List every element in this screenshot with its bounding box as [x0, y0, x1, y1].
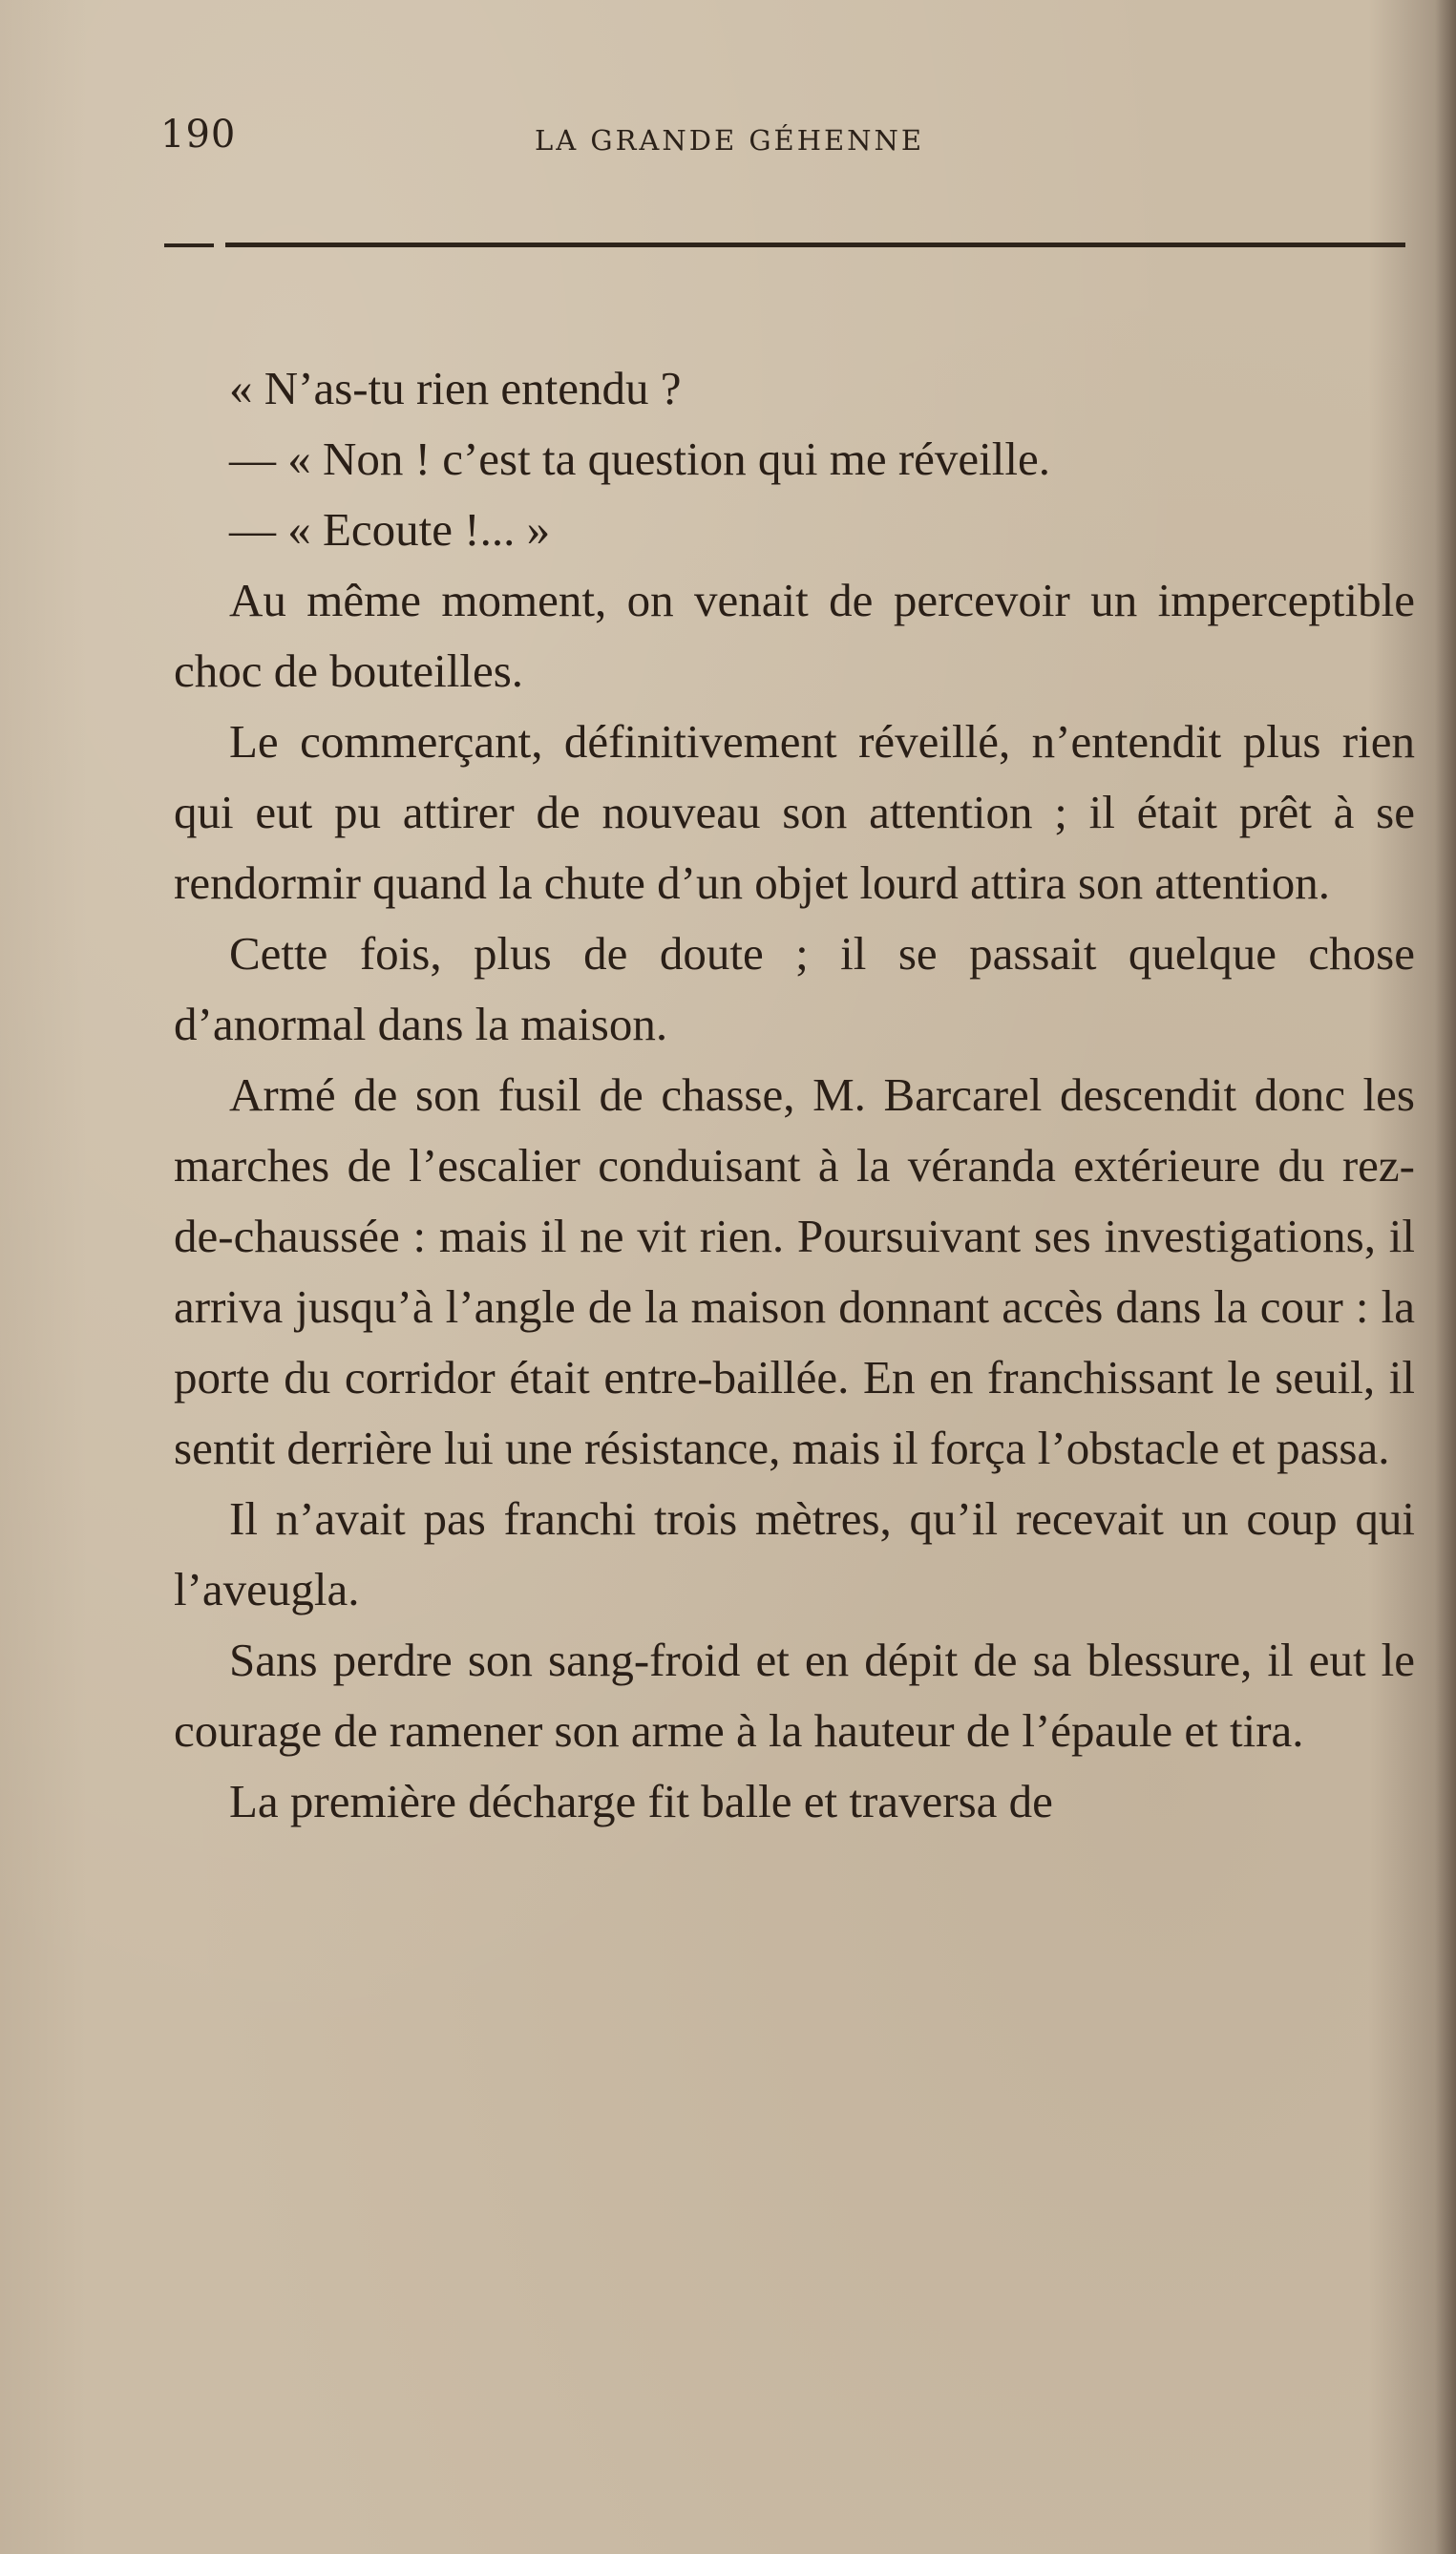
page-number: 190: [160, 113, 237, 157]
paragraph: « N’as-tu rien entendu ?: [229, 362, 682, 414]
running-head: LA GRANDE GÉHENNE: [535, 124, 925, 157]
body-text: [174, 353, 1415, 1837]
header-rule-short: [164, 243, 214, 247]
paragraph: — « Ecoute !... »: [229, 503, 551, 556]
paragraph: Sans perdre son sang-froid et en dépit de sa blessure, il eut le courage de ramener son arme à la hauteur de l’épaule et tira.: [174, 1634, 1415, 1757]
page-edge-shadow: [1435, 0, 1456, 2554]
header-rule: [164, 243, 1405, 248]
paragraph: — « Non ! c’est ta question qui me réveille.: [229, 433, 1050, 485]
paragraph: Le commerçant, définitivement réveillé, n’entendit plus rien qui eut pu attirer de nouveau son attention ; il était prêt à se rendormir quand la chute d’un objet lourd attira son attention.: [174, 715, 1415, 909]
page-header: [160, 113, 1402, 170]
header-rule-long: [225, 243, 1405, 247]
paragraph: La première décharge fit balle et traversa de: [229, 1775, 1053, 1827]
paragraph: Cette fois, plus de doute ; il se passait quelque chose d’anormal dans la maison.: [174, 927, 1415, 1050]
paragraph: Au même moment, on venait de percevoir un imperceptible choc de bouteilles.: [174, 574, 1415, 697]
paragraph: Il n’avait pas franchi trois mètres, qu’il recevait un coup qui l’aveugla.: [174, 1492, 1415, 1615]
paragraph: Armé de son fusil de chasse, M. Barcarel descendit donc les marches de l’escalier conduisant à la véranda extérieure du rez-de-chaussée : mais il ne vit rien. Poursuivant ses investigations, il arriva jusqu’à l’angle de la maison donnant accès dans la cour : la porte du corridor était entre-baillée. En en franchissant le seuil, il sentit derrière lui une résistance, mais il força l’obstacle et passa.: [174, 1068, 1415, 1474]
